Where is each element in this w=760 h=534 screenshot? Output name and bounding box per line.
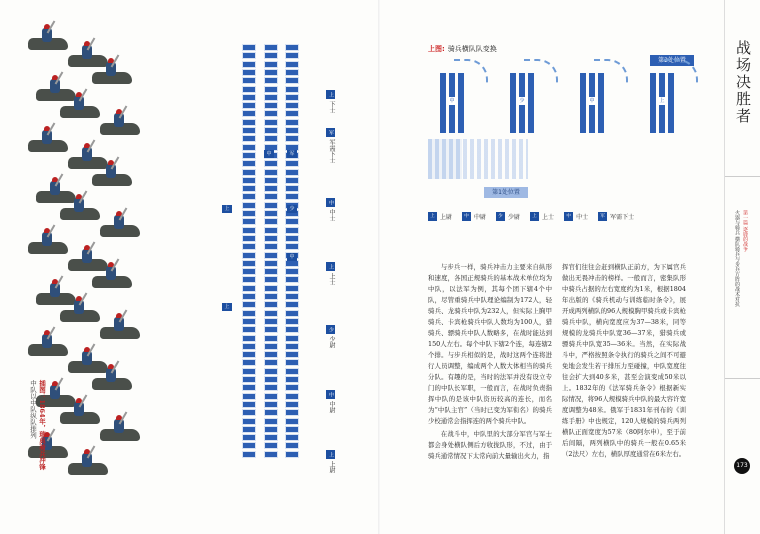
trooper-block (264, 268, 278, 275)
trooper-block (285, 451, 299, 458)
trooper-block (285, 102, 299, 109)
trooper-block (264, 44, 278, 51)
trooper-block (242, 144, 256, 151)
divider (725, 378, 760, 379)
trooper-block (242, 376, 256, 383)
trooper-block (285, 293, 299, 300)
rank-code: 少 (328, 327, 334, 332)
trooper-block (242, 135, 256, 142)
rank-chip: 少 (287, 205, 297, 213)
trooper-block (242, 44, 256, 51)
position-2-label: 第2处位置 (650, 55, 694, 66)
trooper-block (242, 359, 256, 366)
trooper-block (242, 318, 256, 325)
trooper-block (242, 426, 256, 433)
trooper-block (264, 177, 278, 184)
trooper-block (242, 368, 256, 375)
trooper-block (242, 110, 256, 117)
chapter-subtitle (733, 210, 749, 307)
rank-text: 中士 (328, 209, 335, 221)
trooper-block (285, 61, 299, 68)
legend-item (530, 212, 554, 221)
legend-swatch: 中 (462, 212, 471, 221)
rank-chip: 上 (222, 205, 232, 213)
group-label: 中 (449, 98, 455, 104)
trooper-block (242, 202, 256, 209)
legend-label: 中士 (576, 214, 589, 221)
trooper-block (285, 384, 299, 391)
chapter-subtitle-text: 火器与骑兵 横队骑兵与步兵方阵的战术对抗 (734, 210, 740, 307)
trooper-block (285, 310, 299, 317)
rank-chip: 上 (222, 303, 232, 311)
trooper-block (264, 69, 278, 76)
trooper-block (285, 276, 299, 283)
trooper-block (285, 127, 299, 134)
trooper-block (285, 434, 299, 441)
rank-bar (650, 73, 656, 133)
rank-code: 军 (328, 130, 334, 135)
cavalry-rider (92, 266, 138, 292)
trooper-block (264, 442, 278, 449)
trooper-block (242, 442, 256, 449)
legend-label: 上尉 (440, 214, 453, 221)
formation-change-diagram (428, 55, 718, 205)
trooper-block (264, 368, 278, 375)
trooper-block (264, 293, 278, 300)
trooper-block (242, 260, 256, 267)
trooper-block (264, 335, 278, 342)
rank-text: 少尉 (328, 336, 335, 348)
trooper-block (242, 119, 256, 126)
trooper-block (285, 442, 299, 449)
rank-label (326, 128, 336, 163)
cavalry-rider (92, 368, 138, 394)
trooper-block (242, 210, 256, 217)
trooper-block (242, 401, 256, 408)
trooper-block (242, 69, 256, 76)
trooper-block (264, 409, 278, 416)
trooper-block (285, 368, 299, 375)
paragraph: 在战斗中，中队里的大部分军官与军士都会身处横队侧后方收拢队形，不过，由于骑兵通常情况下太常向前大量输出火力，指 (428, 430, 552, 460)
trooper-block (285, 110, 299, 117)
trooper-block (285, 326, 299, 333)
rank-text: 中尉 (328, 401, 335, 413)
trooper-block (242, 451, 256, 458)
trooper-block (285, 77, 299, 84)
rank-text: 上尉 (328, 461, 335, 473)
trooper-block (242, 94, 256, 101)
rank-chip: 中 (287, 253, 297, 261)
trooper-block (285, 301, 299, 308)
legend-swatch: 军 (598, 212, 607, 221)
trooper-block (285, 376, 299, 383)
divider (725, 176, 760, 177)
trooper-block (242, 293, 256, 300)
wheel-arrow (594, 59, 628, 83)
trooper-block (264, 119, 278, 126)
group-label: 上 (659, 98, 665, 104)
trooper-block (285, 135, 299, 142)
trooper-block (264, 86, 278, 93)
cavalry-rider (100, 215, 146, 241)
trooper-block (285, 393, 299, 400)
trooper-block (285, 169, 299, 176)
rank-code: 中 (328, 200, 334, 205)
trooper-block (264, 52, 278, 59)
trooper-block (242, 393, 256, 400)
trooper-block (285, 185, 299, 192)
trooper-block (242, 343, 256, 350)
book-title: 战场决胜者 (734, 40, 752, 125)
paragraph: 与步兵一样，骑兵冲击力主要来自纵形和速度，各国正规骑兵的基本战术单位均为中队，以法军为例，其每个团下辖4个中队，尽管重骑兵中队理论编制为172人，轻骑兵、龙骑兵中队为232人，但实际上胸甲骑兵、卡宾枪骑兵中队人数均为100人，猎骑兵、骠骑兵中队人数略多，在战时能达到150人左右。每个中队下辖2个连，每连辖2个排。与步兵相似的是，战时这两个连将进行人员调整，编成两个人数大体相当的骑兵分队。有趣的是，当时的法军并没有设立专门的中队长军职，一般而言，在战时负责指挥中队的是该中队资历较高的连长，而名为“中队主官”（当时已变为军衔名）的骑兵少校通常会指挥连的两个骑兵中队。 (428, 263, 552, 425)
trooper-block (242, 61, 256, 68)
trooper-block (264, 135, 278, 142)
trooper-block (264, 202, 278, 209)
trooper-block (264, 426, 278, 433)
trooper-block (285, 94, 299, 101)
legend-item (496, 212, 520, 221)
legend-label: 军需下士 (610, 214, 635, 221)
cavalry-rider (92, 164, 138, 190)
chapter-subtitle-red: 第一篇 逐鹿的战争 (742, 210, 748, 252)
trooper-block (264, 110, 278, 117)
trooper-block (242, 86, 256, 93)
trooper-block (264, 276, 278, 283)
cavalry-rider (68, 453, 114, 479)
trooper-block (264, 343, 278, 350)
trail-stripes (428, 139, 528, 179)
trooper-block (285, 52, 299, 59)
trooper-block (264, 218, 278, 225)
trooper-block (242, 409, 256, 416)
trooper-block (242, 152, 256, 159)
cavalry-rider (100, 113, 146, 139)
body-column-2 (562, 262, 686, 462)
trooper-block (242, 127, 256, 134)
rank-label (326, 90, 336, 113)
rank-bar (580, 73, 586, 133)
rank-label (326, 450, 336, 473)
trooper-block (242, 434, 256, 441)
trooper-block (264, 185, 278, 192)
trooper-block (285, 44, 299, 51)
rank-code: 上 (328, 264, 334, 269)
trooper-block (264, 160, 278, 167)
trooper-block (264, 418, 278, 425)
rank-code: 中 (328, 392, 334, 397)
trooper-block (264, 393, 278, 400)
trooper-block (285, 160, 299, 167)
trooper-block (285, 119, 299, 126)
trooper-block (242, 276, 256, 283)
trooper-block (242, 177, 256, 184)
trooper-block (264, 326, 278, 333)
trooper-block (242, 169, 256, 176)
rank-label (326, 198, 336, 221)
trooper-block (242, 252, 256, 259)
paragraph: 挥官们往往会赶到横队正前方，为下属官兵做出无畏冲击的榜样。一般而言，密集队形中骑兵占据的左右宽度约为1米，根据1804年出版的《骑兵机动与训练临时条令》，展开成两列横队的96人规模胸甲骑兵或卡宾枪骑兵中队，横向宽度应为37—38米，同等规模的龙骑兵中队宽36—37米，猎骑兵或骠骑兵中队宽35—36米。当然，在实际战斗中，严格按照条令执行的骑兵之间不可避免地会发生若干排压力至碰撞，中队宽度往往会扩大到40多米，甚至会演变成50米以上。1832年的《法军骑兵条令》根据新实际情况，将96人规模骑兵中队的最大容许宽度调整为48米。俄军于1831年刊布的《训练手册》中也规定，120人规模的骑兵两列横队正面宽度为57米（80阿尔申），至于前后间隔，两列横队中的骑兵一般在0.65米（2法尺）左右，横队厚度通常在6米左右。 (562, 263, 686, 458)
caption-text: 中队以中队纵队排列 (29, 380, 37, 439)
trooper-block (264, 384, 278, 391)
trooper-block (264, 94, 278, 101)
rank-chip: 中 (264, 150, 274, 158)
cavalry-rider (100, 317, 146, 343)
trooper-block (242, 384, 256, 391)
cavalry-rider (100, 419, 146, 445)
group-label: 少 (519, 98, 525, 104)
trooper-block (264, 310, 278, 317)
figure-title-text: 骑兵横队队变换 (447, 45, 497, 53)
rank-text: 下士 (328, 101, 335, 113)
figure-title (428, 44, 497, 54)
trooper-block (242, 160, 256, 167)
body-column-1 (428, 262, 552, 464)
legend-swatch: 上 (428, 212, 437, 221)
rank-bar (510, 73, 516, 133)
trooper-block (264, 285, 278, 292)
rank-code: 上 (328, 452, 334, 457)
rank-label (326, 325, 336, 348)
trooper-block (242, 102, 256, 109)
diagram-legend (428, 212, 634, 221)
rank-chip: 军 (287, 150, 297, 158)
trooper-block (264, 301, 278, 308)
legend-label: 少尉 (508, 214, 521, 221)
trooper-block (242, 243, 256, 250)
illustration-caption (28, 380, 46, 470)
trooper-block (285, 235, 299, 242)
trooper-block (264, 127, 278, 134)
trooper-block (264, 169, 278, 176)
trooper-block (285, 69, 299, 76)
trooper-block (285, 193, 299, 200)
trooper-block (285, 335, 299, 342)
trooper-block (242, 185, 256, 192)
legend-swatch: 中 (564, 212, 573, 221)
rank-bar (440, 73, 446, 133)
trooper-block (264, 61, 278, 68)
legend-swatch: 上 (530, 212, 539, 221)
rank-code: 上 (328, 92, 334, 97)
legend-item (462, 212, 486, 221)
figure-tag: 上图: (428, 45, 445, 53)
chapter-side-strip (724, 0, 760, 534)
trooper-block (264, 260, 278, 267)
legend-label: 上士 (542, 214, 555, 221)
trooper-block (264, 102, 278, 109)
wheel-arrow (524, 59, 558, 83)
trooper-block (242, 326, 256, 333)
legend-item (598, 212, 634, 221)
trooper-block (242, 193, 256, 200)
trooper-block (242, 268, 256, 275)
trooper-block (242, 335, 256, 342)
trooper-block (285, 343, 299, 350)
position-1-label: 第1处位置 (484, 187, 528, 198)
trooper-block (264, 351, 278, 358)
trooper-block (242, 235, 256, 242)
trooper-block (285, 268, 299, 275)
trooper-block (285, 285, 299, 292)
rank-text: 军需下士 (328, 139, 335, 163)
trooper-block (242, 52, 256, 59)
trooper-block (285, 243, 299, 250)
trooper-block (285, 359, 299, 366)
trooper-block (264, 359, 278, 366)
trooper-block (285, 177, 299, 184)
trooper-block (242, 351, 256, 358)
trooper-block (242, 285, 256, 292)
trooper-block (242, 77, 256, 84)
rank-label (326, 390, 336, 413)
trooper-block (264, 401, 278, 408)
trooper-block (264, 227, 278, 234)
trooper-block (285, 218, 299, 225)
trooper-block (285, 401, 299, 408)
cavalry-rider (92, 62, 138, 88)
trooper-block (264, 193, 278, 200)
trooper-block (285, 426, 299, 433)
trooper-block (264, 451, 278, 458)
trooper-block (285, 227, 299, 234)
legend-item (428, 212, 452, 221)
legend-item (564, 212, 588, 221)
trooper-block (285, 86, 299, 93)
legend-label: 中尉 (474, 214, 487, 221)
trooper-block (242, 301, 256, 308)
trooper-block (264, 235, 278, 242)
trooper-block (264, 376, 278, 383)
trooper-block (285, 318, 299, 325)
legend-swatch: 少 (496, 212, 505, 221)
trooper-block (285, 409, 299, 416)
rank-text: 上士 (328, 273, 335, 285)
trooper-block (242, 227, 256, 234)
trooper-block (285, 418, 299, 425)
trooper-block (264, 318, 278, 325)
trooper-block (264, 77, 278, 84)
group-label: 中 (589, 98, 595, 104)
trooper-block (264, 243, 278, 250)
trooper-block (242, 418, 256, 425)
trooper-block (242, 218, 256, 225)
page-number: 173 (734, 458, 750, 474)
trooper-block (285, 351, 299, 358)
caption-highlight: 插图：1864年，瑞典骑兵冲锋 (38, 380, 46, 470)
rank-label (326, 262, 336, 285)
trooper-block (264, 252, 278, 259)
trooper-block (264, 434, 278, 441)
trooper-block (264, 210, 278, 217)
trooper-block (242, 310, 256, 317)
wheel-arrow (454, 59, 488, 83)
